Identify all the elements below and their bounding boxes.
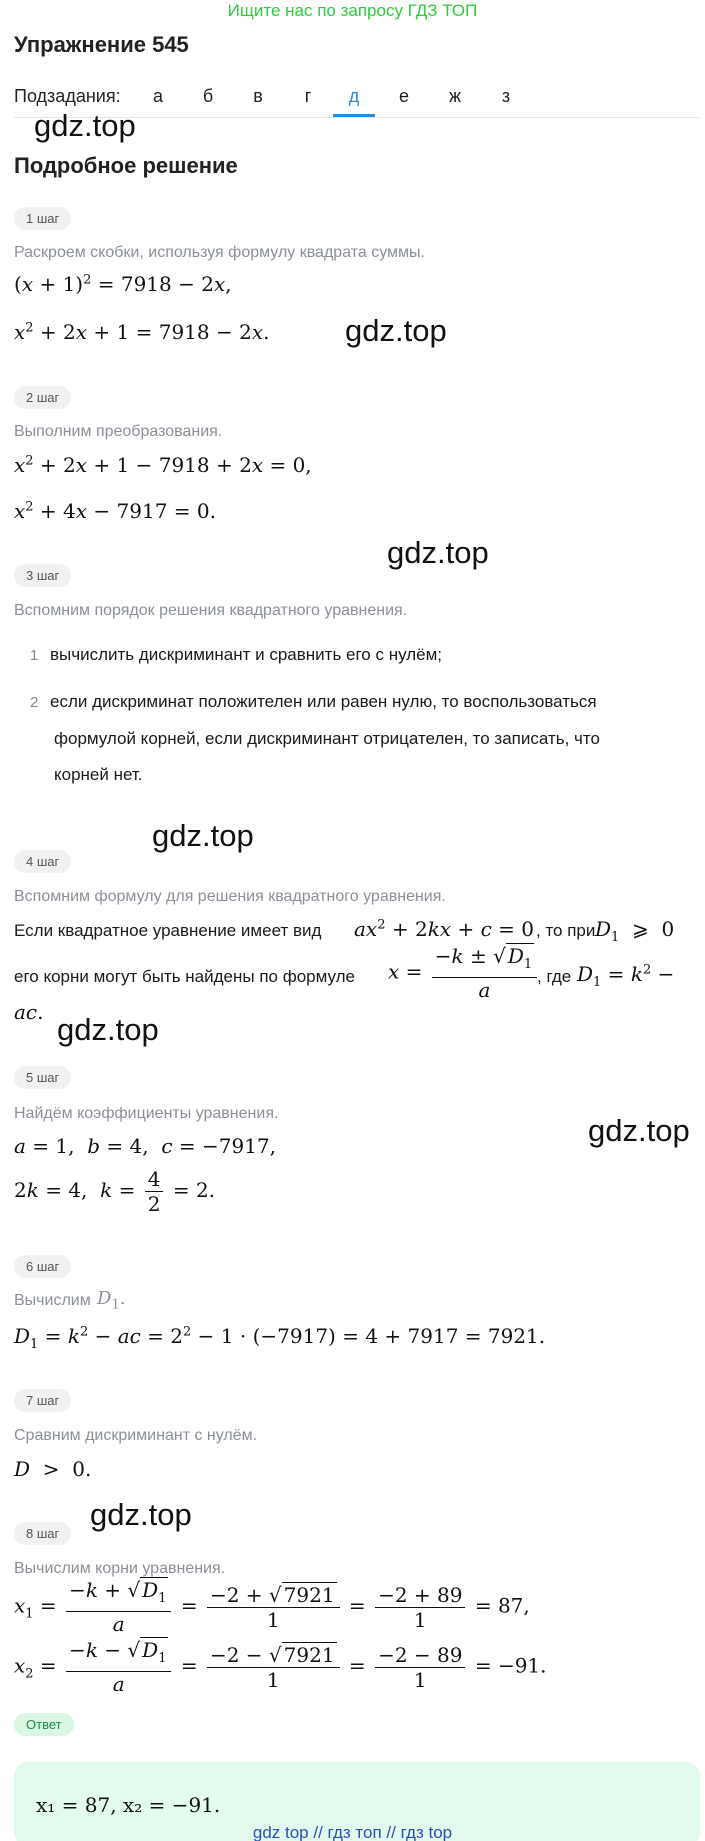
subtab-z[interactable]: з: [501, 86, 511, 106]
subtab-g[interactable]: г: [304, 86, 312, 106]
watermark: gdz.top: [34, 108, 136, 143]
math-line: $x^2 + 4x - 7917 = 0$.: [14, 499, 216, 523]
subtab-e[interactable]: е: [398, 86, 409, 106]
formula-text: , где: [537, 967, 572, 986]
footer-link[interactable]: гдз top: [400, 1823, 453, 1841]
list-item: корней нет.: [54, 765, 143, 784]
math-line: $x^2 + 2x + 1 = 7918 - 2x$.: [14, 320, 270, 344]
math-inline: $D_1 = k^2$ −: [577, 962, 675, 990]
formula-text: Если квадратное уравнение имеет вид: [14, 921, 322, 940]
page-title: Упражнение 545: [14, 32, 189, 57]
list-item: если дискриминат положителен или равен нулю, то воспользоваться: [50, 692, 597, 711]
list-item: вычислить дискриминант и сравнить его с нулём;: [50, 645, 443, 664]
math-inline: $D_1$ ⩾ 0: [595, 917, 675, 945]
footer-link[interactable]: gdz top: [252, 1823, 309, 1841]
step-hint: Вспомним порядок решения квадратного уравнения.: [14, 602, 408, 619]
step-badge: 6 шаг: [14, 1255, 71, 1278]
math-line: $x^2 + 2x + 1 - 7918 + 2x = 0$,: [14, 453, 312, 477]
step-hint: Найдём коэффициенты уравнения.: [14, 1105, 279, 1122]
watermark: gdz.top: [57, 1012, 159, 1047]
list-number: 2: [30, 694, 39, 711]
step-hint: Раскроем скобки, используя формулу квадрата суммы.: [14, 244, 425, 261]
step-hint: Вычислим корни уравнения.: [14, 1560, 226, 1577]
watermark: gdz.top: [387, 535, 489, 570]
watermark: gdz.top: [90, 1497, 192, 1532]
step-hint: Вспомним формулу для решения квадратного уравнения.: [14, 888, 446, 905]
math-line: $x_2$ = $\frac{-k - √ D_1}{a}$ = $\frac{-2 - √ 7921}{1}$ = $\frac{-2 - 89}{1}$ = −91.: [14, 1638, 547, 1696]
subtab-d-active[interactable]: д: [348, 86, 360, 106]
step-badge: 4 шаг: [14, 850, 71, 873]
subtab-b[interactable]: б: [202, 86, 214, 106]
math-inline: x = $\frac{-k \pm √ D_1}{a}$: [388, 944, 540, 1002]
subtab-a[interactable]: а: [152, 86, 163, 106]
math-inline: $ax^2 + 2kx + c = 0$: [354, 917, 534, 941]
search-banner[interactable]: Ищите нас по запросу ГДЗ ТОП: [227, 1, 478, 20]
subtabs-label: Подзадания:: [14, 86, 121, 106]
math-line: $D_1 = k^2$ − ac = $2^2 - 1 \cdot (-7917) = 4 + 7917 = 7921$.: [14, 1324, 546, 1352]
step-hint: Сравним дискриминант с нулём.: [14, 1427, 258, 1444]
list-number: 1: [30, 647, 39, 664]
answer-text: x₁ = 87, x₂ = −91.: [36, 1793, 221, 1817]
watermark: gdz.top: [152, 818, 254, 853]
math-inline: $D_1$.: [97, 1288, 126, 1313]
formula-text: его корни могут быть найдены по формуле: [14, 967, 355, 986]
step-badge: 2 шаг: [14, 386, 71, 409]
watermark: gdz.top: [345, 313, 447, 348]
math-line: 2k = 4, k = $\frac{4}{2}$ = 2.: [14, 1167, 216, 1216]
step-badge: 8 шаг: [14, 1522, 71, 1545]
math-inline: ac.: [14, 1000, 44, 1024]
step-badge: 3 шаг: [14, 564, 71, 587]
math-line: $x_1$ = $\frac{-k + √ D_1}{a}$ = $\frac{-2 + √ 7921}{1}$ = $\frac{-2 + 89}{1}$ = 87,: [14, 1578, 530, 1636]
footer-links: [0, 1823, 705, 1841]
step-badge: 7 шаг: [14, 1389, 71, 1412]
step-hint: Вычислим: [14, 1292, 91, 1309]
solution-title: Подробное решение: [14, 153, 238, 178]
subtab-zh[interactable]: ж: [448, 86, 462, 106]
math-line: D > 0.: [14, 1457, 92, 1481]
watermark: gdz.top: [588, 1113, 690, 1148]
formula-text: , то при: [536, 921, 596, 940]
step-badge: 1 шаг: [14, 207, 71, 230]
subtab-v[interactable]: в: [253, 86, 263, 106]
footer-link[interactable]: гдз топ: [327, 1823, 382, 1841]
step-badge: 5 шаг: [14, 1066, 71, 1089]
list-item: формулой корней, если дискриминант отрицателен, то записать, что: [54, 729, 600, 748]
math-line: $(x + 1)^2 = 7918 - 2x$,: [14, 272, 232, 296]
math-line: a = 1, b = 4, c = −7917,: [14, 1134, 277, 1158]
footer-separator: //: [313, 1823, 323, 1841]
footer-separator: //: [386, 1823, 396, 1841]
step-hint: Выполним преобразования.: [14, 423, 223, 440]
answer-badge: Ответ: [14, 1713, 74, 1736]
